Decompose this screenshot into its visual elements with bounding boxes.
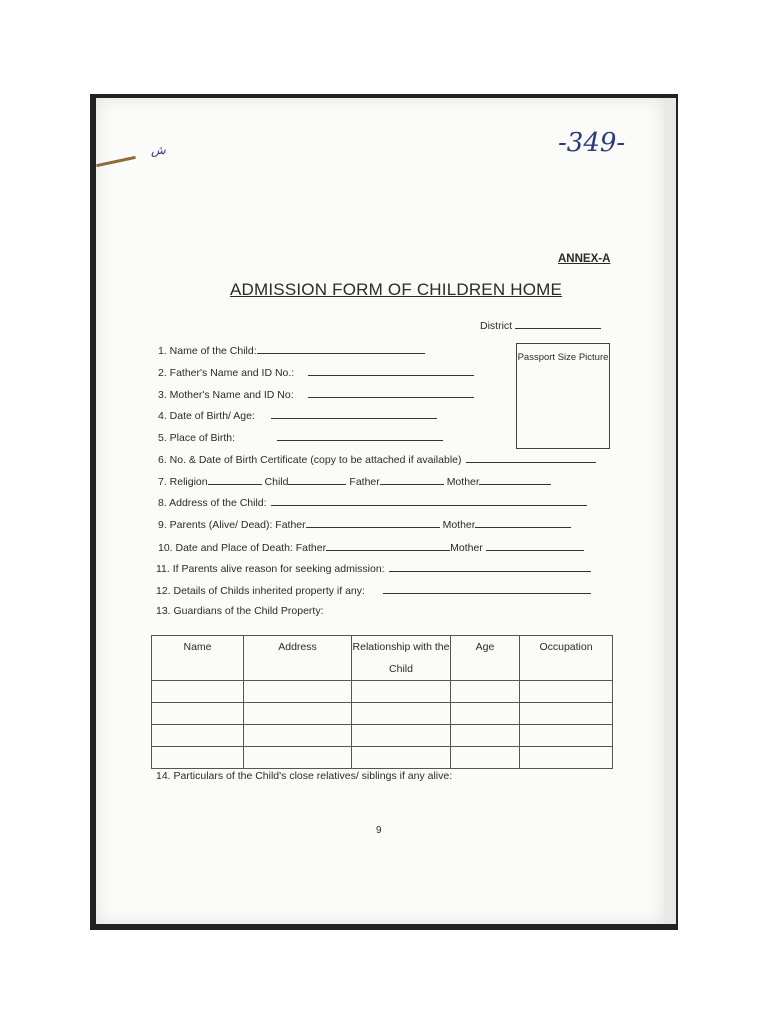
page-number: 9	[376, 825, 382, 836]
field-date-of-death[interactable]: 10. Date and Place of Death: Father Mother	[158, 540, 584, 554]
handwritten-page-number: -349-	[558, 128, 626, 158]
field-reason-admission[interactable]: 11. If Parents alive reason for seeking admission:	[156, 561, 591, 575]
district-label: District	[480, 320, 513, 332]
guardians-table	[151, 635, 613, 769]
page-edge	[664, 98, 676, 924]
table-row[interactable]	[152, 725, 613, 747]
field-parents-alive[interactable]: 9. Parents (Alive/ Dead): Father Mother	[158, 517, 571, 531]
field-close-relatives: 14. Particulars of the Child's close relatives/ siblings if any alive:	[156, 770, 453, 782]
field-place-of-birth[interactable]: 5. Place of Birth:	[158, 430, 443, 444]
annex-label: ANNEX-A	[558, 253, 611, 265]
field-name-of-child[interactable]: 1. Name of the Child:	[158, 343, 425, 357]
table-row[interactable]	[152, 703, 613, 725]
field-inherited-property[interactable]: 12. Details of Childs inherited property if any:	[156, 583, 591, 597]
table-row[interactable]	[152, 681, 613, 703]
field-mother-name[interactable]: 3. Mother's Name and ID No:	[158, 387, 474, 401]
table-header-row	[152, 636, 613, 681]
photo-label: Passport Size Picture	[517, 352, 609, 363]
col-occupation: Occupation	[520, 636, 613, 681]
col-age: Age	[451, 636, 520, 681]
field-religion[interactable]: 7. Religion Child Father Mother	[158, 474, 551, 488]
col-name: Name	[152, 636, 244, 681]
field-birth-certificate[interactable]: 6. No. & Date of Birth Certificate (copy to be attached if available)	[158, 452, 596, 466]
col-relationship: Relationship with the Child	[352, 636, 451, 681]
field-father-name[interactable]: 2. Father's Name and ID No.:	[158, 365, 474, 379]
form-page	[96, 98, 664, 924]
binding-string	[96, 156, 136, 167]
field-address[interactable]: 8. Address of the Child:	[158, 495, 587, 509]
field-date-of-birth[interactable]: 4. Date of Birth/ Age:	[158, 408, 437, 422]
form-title: ADMISSION FORM OF CHILDREN HOME	[230, 280, 563, 299]
col-address: Address	[244, 636, 352, 681]
passport-photo-box	[516, 343, 610, 449]
table-row[interactable]	[152, 747, 613, 769]
handwritten-mark: ش	[151, 143, 166, 157]
field-guardians-heading: 13. Guardians of the Child Property:	[156, 605, 324, 617]
district-field[interactable]	[480, 318, 601, 332]
